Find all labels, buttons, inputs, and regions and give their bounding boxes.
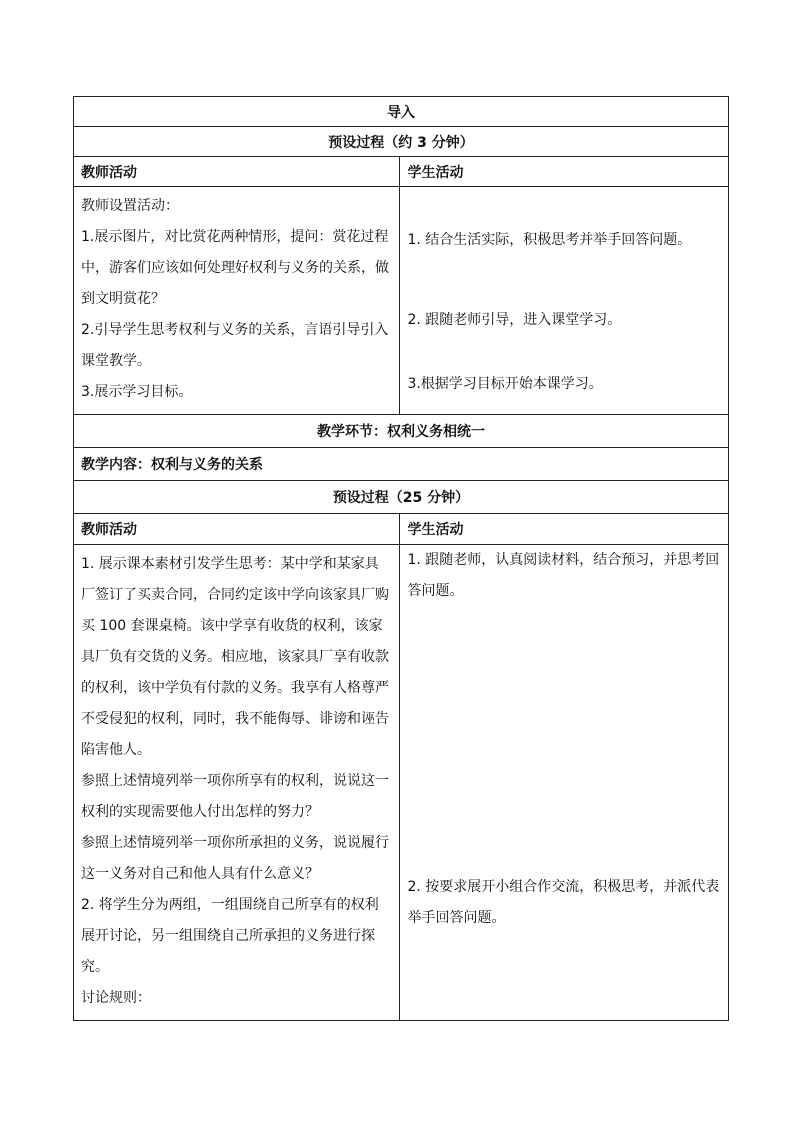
activity-header-row-2 [74,514,729,545]
student-line: 1. 结合生活实际，积极思考并举手回答问题。 [407,232,692,248]
student-line: 2. 按要求展开小组合作交流，积极思考，并派代表举手回答问题。 [407,879,720,926]
teacher-line: 1. 展示课本素材引发学生思考：某中学和某家具厂签订了买卖合同，合同约定该中学向该家具厂购买 100 套课桌椅。该中学享有收货的权利，该家具厂负有交货的义务。相应地，该家具厂享有收款的权利，该中学负有付款的义务。我享有人格尊严不受侵犯的权利，同时，我不能侮辱、诽谤和诬告陷害他人。 [81,556,389,758]
teaching-content-title: 教学内容：权利与义务的关系 [74,448,729,481]
process-header-2: 预设过程（25 分钟） [74,481,729,514]
teacher-line: 3.展示学习目标。 [81,384,193,400]
teacher-line: 2. 将学生分为两组，一组围绕自己所享有的权利展开讨论，另一组围绕自己所承担的义务进行探究。 [81,897,379,975]
teacher-line: 讨论规则： [81,990,151,1006]
teacher-line: 参照上述情境列举一项你所承担的义务，说说履行这一义务对自己和他人具有什么意义？ [81,835,389,882]
process-row-2 [74,481,729,514]
student-line: 1. 跟随老师，认真阅读材料，结合预习，并思考回答问题。 [407,552,720,599]
student-activity-header-1: 学生活动 [400,157,729,187]
lesson-plan-table [73,96,729,1021]
teacher-activity-header-2: 教师活动 [74,514,400,545]
teacher-activity-cell-2 [74,545,400,1021]
content-row-2 [74,448,729,481]
teacher-activity-cell-1 [74,187,400,415]
teacher-activity-header-1: 教师活动 [74,157,400,187]
teacher-line: 2.引导学生思考权利与义务的关系，言语引导引入课堂教学。 [81,322,389,369]
teacher-line: 1.展示图片，对比赏花两种情形，提问：赏花过程中，游客们应该如何处理好权利与义务的关系，做到文明赏花？ [81,229,389,307]
process-header-1: 预设过程（约 3 分钟） [74,127,729,157]
student-line: 2. 跟随老师引导，进入课堂学习。 [407,312,622,328]
title-row [74,97,729,127]
process-row-1 [74,127,729,157]
activity-row-2 [74,545,729,1021]
student-line: 3.根据学习目标开始本课学习。 [407,376,603,392]
student-activity-cell-1 [400,187,729,415]
teaching-link-title: 教学环节：权利义务相统一 [74,415,729,448]
link-row-2 [74,415,729,448]
activity-header-row-1 [74,157,729,187]
activity-row-1 [74,187,729,415]
student-activity-cell-2 [400,545,729,1021]
teacher-line: 教师设置活动： [81,198,179,214]
student-activity-header-2: 学生活动 [400,514,729,545]
section-title: 导入 [74,97,729,127]
teacher-line: 参照上述情境列举一项你所享有的权利，说说这一权利的实现需要他人付出怎样的努力？ [81,773,389,820]
